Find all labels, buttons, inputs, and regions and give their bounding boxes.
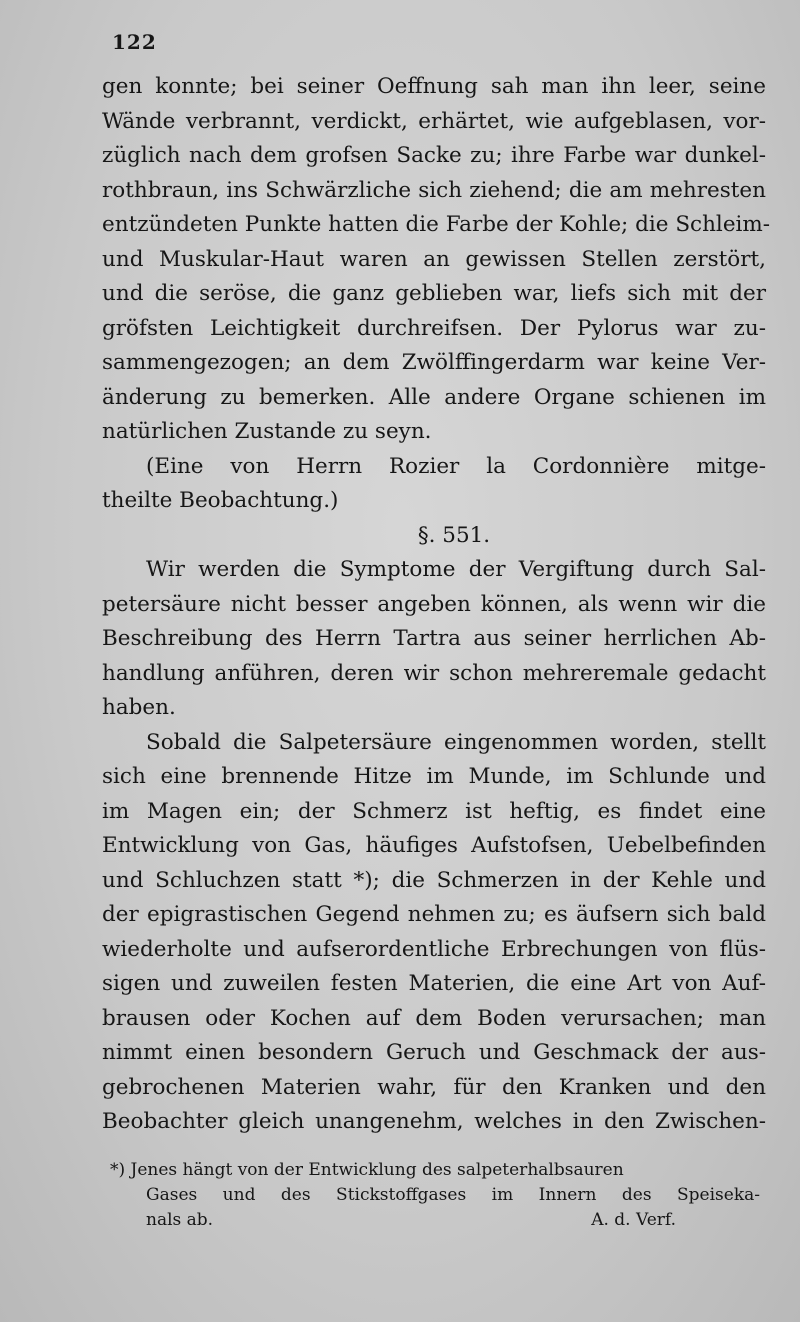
text-line: Beschreibung des Herrn Tartra aus seiner herrlichen Ab- <box>102 626 766 651</box>
text-line: im Magen ein; der Schmerz ist heftig, es findet eine <box>102 798 766 824</box>
text-line: gen konnte; bei seiner Oeffnung sah man ihn leer, seine <box>102 74 766 99</box>
text-line: änderung zu bemerken. Alle andere Organe schienen im <box>102 384 766 410</box>
text-line: der epigrastischen Gegend nehmen zu; es äufsern sich bald <box>102 902 766 927</box>
text-line: entzündeten Punkte hatten die Farbe der Kohle; die Schleim- <box>102 212 771 237</box>
text-line: züglich nach dem grofsen Sacke zu; ihre Farbe war dunkel- <box>102 143 766 168</box>
text-line: Wir werden die Symptome der Vergiftung durch Sal- <box>146 557 766 582</box>
text-line: (Eine von Herrn Rozier la Cordonnière mitge- <box>146 453 766 479</box>
text-line: Beobachter gleich unangenehm, welches in den Zwischen- <box>102 1109 766 1134</box>
text-line: rothbraun, ins Schwärzliche sich ziehend; die am mehresten <box>102 177 766 203</box>
text-line: Sobald die Salpetersäure eingenommen worden, stellt <box>146 729 766 755</box>
text-line: sigen und zuweilen festen Materien, die eine Art von Auf- <box>102 971 766 996</box>
page-number: 122 <box>112 30 157 54</box>
text-line: sammengezogen; an dem Zwölffingerdarm war keine Ver- <box>102 350 766 375</box>
text-line: und die seröse, die ganz geblieben war, liefs sich mit der <box>102 281 766 306</box>
text-line: wiederholte und aufserordentliche Erbrechungen von flüs- <box>102 936 766 962</box>
section-heading: §. 551. <box>417 522 491 548</box>
footnote-last-line <box>110 1208 760 1233</box>
text-line: sich eine brennende Hitze im Munde, im Schlunde und <box>102 764 766 789</box>
footnote-signature: A. d. Verf. <box>591 1210 676 1230</box>
footnote-line: nals ab. <box>146 1210 214 1230</box>
text-line: gröfsten Leichtigkeit durchreifsen. Der Pylorus war zu- <box>102 315 766 341</box>
text-line: Wände verbrannt, verdickt, erhärtet, wie aufgeblasen, vor- <box>102 108 766 134</box>
text-line: und Schluchzen statt *); die Schmerzen in der Kehle und <box>102 867 766 893</box>
text-line: Entwicklung von Gas, häufiges Aufstofsen, Uebelbefinden <box>102 833 766 858</box>
text-line: brausen oder Kochen auf dem Boden verursachen; man <box>102 1005 766 1031</box>
text-line: petersäure nicht besser angeben können, als wenn wir die <box>102 591 766 617</box>
text-line: handlung anführen, deren wir schon mehreremale gedacht <box>102 660 766 686</box>
body-text <box>102 70 771 1140</box>
text-line: natürlichen Zustande zu seyn. <box>102 419 432 444</box>
footnote-line: Gases und des Stickstoffgases im Innern des Speiseka- <box>146 1185 760 1205</box>
text-line: und Muskular-Haut waren an gewissen Stellen zerstört, <box>102 246 766 272</box>
footnote <box>110 1158 760 1233</box>
text-line: gebrochenen Materien wahr, für den Kranken und den <box>102 1074 766 1100</box>
footnote-line: *) Jenes hängt von der Entwicklung des salpeterhalbsauren <box>110 1160 624 1180</box>
text-line: haben. <box>102 695 176 720</box>
text-line: theilte Beobachtung.) <box>102 488 339 513</box>
text-line: nimmt einen besondern Geruch und Geschmack der aus- <box>102 1040 766 1065</box>
